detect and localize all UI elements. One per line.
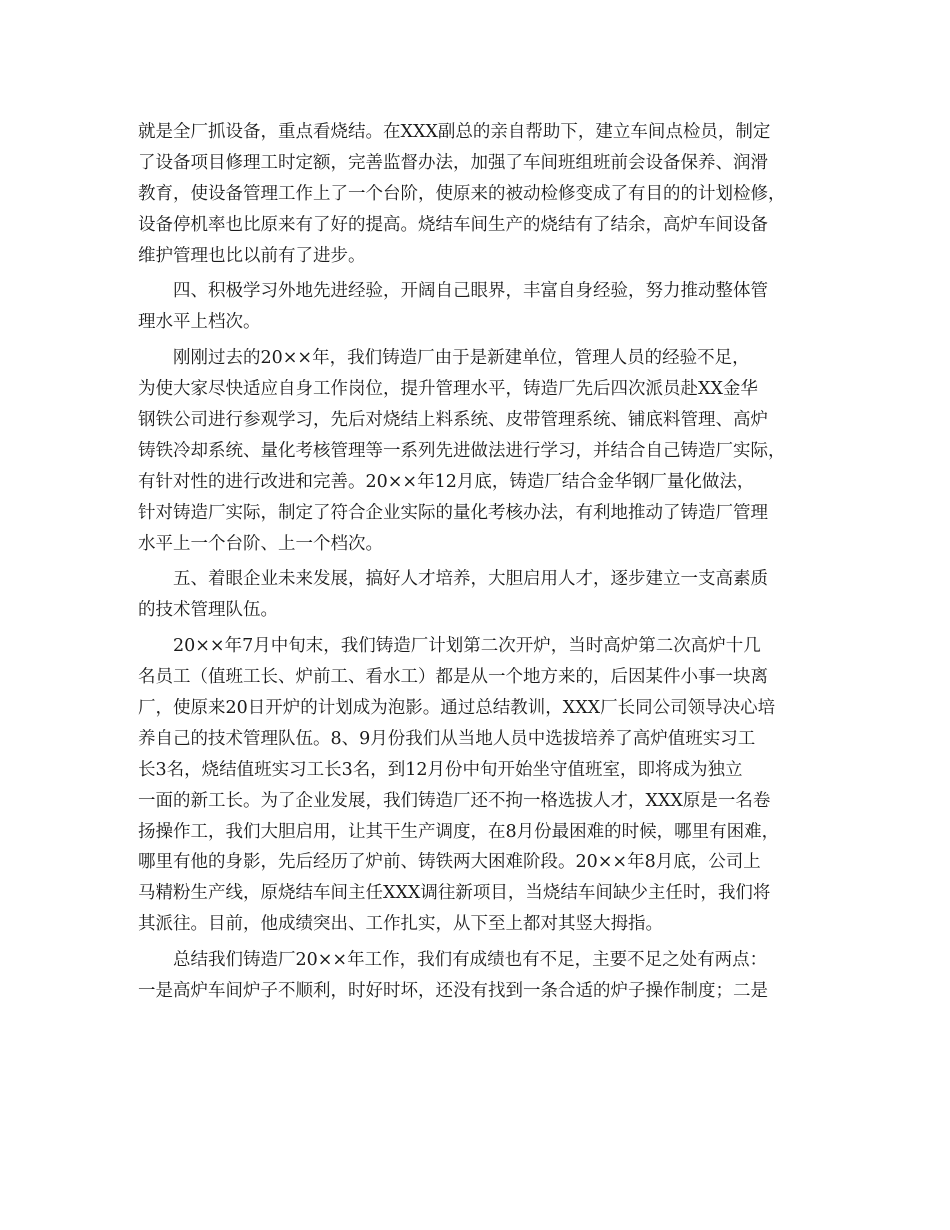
text-line: 铸铁冷却系统、量化考核管理等一系列先进做法进行学习，并结合自己铸造厂实际，	[138, 440, 786, 461]
document-body	[138, 117, 828, 1007]
text-line: 20××年7月中旬末，我们铸造厂计划第二次开炉，当时高炉第二次高炉十几	[173, 636, 761, 657]
text-line: 一是高炉车间炉子不顺利，时好时坏，还没有找到一条合适的炉子操作制度；二是	[138, 981, 768, 1002]
text-line: 教育，使设备管理工作上了一个台阶，使原来的被动检修变成了有目的的计划检修，	[138, 183, 786, 204]
text-line: 哪里有他的身影，先后经历了炉前、铸铁两大困难阶段。20××年8月底，公司上	[138, 852, 761, 873]
text-line: 其派往。目前，他成绩突出、工作扎实，从下至上都对其竖大拇指。	[138, 914, 663, 935]
text-line: 有针对性的进行改进和完善。20××年12月底，铸造厂结合金华钢厂量化做法，	[138, 471, 755, 492]
text-line: 理水平上档次。	[138, 312, 261, 333]
text-line: 厂，使原来20日开炉的计划成为泡影。通过总结教训，XXX厂长同公司领导决心培	[138, 698, 776, 719]
text-line: 马精粉生产线，原烧结车间主任XXX调往新项目，当烧结车间缺少主任时，我们将	[138, 883, 771, 904]
text-line: 养自己的技术管理队伍。8、9月份我们从当地人员中选拔培养了高炉值班实习工	[138, 728, 756, 749]
text-line: 长3名，烧结值班实习工长3名，到12月份中旬开始坐守值班室，即将成为独立	[138, 759, 743, 780]
text-line: 的技术管理队伍。	[138, 600, 278, 621]
text-line: 刚刚过去的20××年，我们铸造厂由于是新建单位，管理人员的经验不足，	[173, 348, 750, 369]
text-line: 钢铁公司进行参观学习，先后对烧结上料系统、皮带管理系统、铺底料管理、高炉	[138, 410, 768, 431]
text-line: 针对铸造厂实际，制定了符合企业实际的量化考核办法，有利地推动了铸造厂管理	[138, 502, 768, 523]
text-line: 扬操作工，我们大胆启用，让其干生产调度，在8月份最困难的时候，哪里有困难，	[138, 821, 780, 842]
text-line: 了设备项目修理工时定额，完善监督办法，加强了车间班组班前会设备保养、润滑	[138, 152, 768, 173]
text-line: 五、着眼企业未来发展，搞好人才培养，大胆启用人才，逐步建立一支高素质	[173, 569, 768, 590]
text-line: 维护管理也比以前有了进步。	[138, 245, 366, 266]
text-line: 名员工（值班工长、炉前工、看水工）都是从一个地方来的，后因某件小事一块离	[138, 667, 768, 688]
text-line: 为使大家尽快适应自身工作岗位，提升管理水平，铸造厂先后四次派员赴XX金华	[138, 379, 758, 400]
text-line: 就是全厂抓设备，重点看烧结。在XXX副总的亲自帮助下，建立车间点检员，制定	[138, 122, 771, 142]
text-line: 一面的新工长。为了企业发展，我们铸造厂还不拘一格选拔人才，XXX原是一名卷	[138, 790, 771, 811]
text-line: 设备停机率也比原来有了好的提高。烧结车间生产的烧结有了结余，高炉车间设备	[138, 214, 768, 235]
text-line: 水平上一个台阶、上一个档次。	[138, 533, 383, 554]
text-line: 四、积极学习外地先进经验，开阔自己眼界，丰富自身经验，努力推动整体管	[173, 281, 768, 302]
text-line: 总结我们铸造厂20××年工作，我们有成绩也有不足，主要不足之处有两点：	[173, 950, 768, 971]
